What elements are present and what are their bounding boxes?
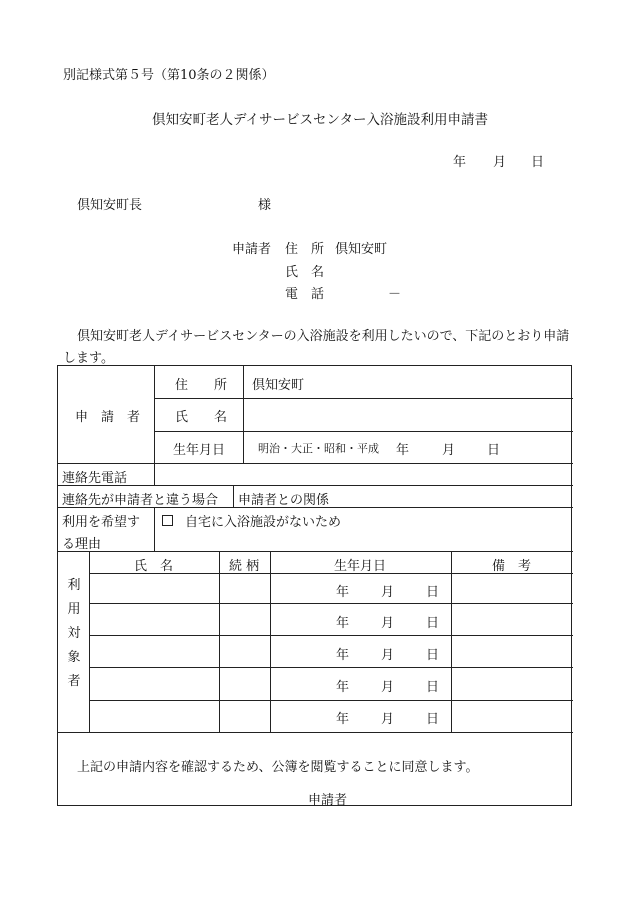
- row-year: 年: [336, 712, 350, 727]
- page-title: 倶知安町老人デイサービスセンター入浴施設利用申請書: [152, 112, 489, 128]
- table-name-label: 氏 名: [175, 410, 228, 425]
- birth-year-label: 年: [396, 443, 410, 458]
- applicant-address-label: 住 所: [285, 242, 325, 257]
- consent-text: 上記の申請内容を確認するため、公簿を閲覧することに同意します。: [77, 760, 479, 775]
- contact-phone-field[interactable]: [155, 464, 572, 484]
- divider: [154, 507, 155, 551]
- row-month: 月: [381, 712, 395, 727]
- divider: [58, 485, 573, 486]
- birth-month-label: 月: [442, 443, 456, 458]
- row-day: 日: [426, 648, 440, 663]
- divider: [154, 366, 155, 463]
- row-day: 日: [426, 712, 440, 727]
- row-year: 年: [336, 680, 350, 695]
- row-day: 日: [426, 680, 440, 695]
- reason-option-label: 自宅に入浴施設がないため: [185, 515, 342, 530]
- divider: [451, 551, 452, 732]
- table-applicant-label: 申 請 者: [75, 410, 141, 425]
- table-address-label: 住 所: [175, 378, 228, 393]
- divider: [243, 366, 244, 463]
- contact-phone-label: 連絡先電話: [62, 471, 128, 486]
- intro-line-2: します。: [63, 351, 114, 366]
- divider: [89, 700, 573, 701]
- divider: [89, 667, 573, 668]
- users-label-char: 者: [67, 674, 81, 689]
- users-label-char: 象: [67, 650, 81, 665]
- reason-label-line-1: 利用を希望す: [62, 515, 141, 530]
- divider: [58, 732, 573, 733]
- contact-other-label: 連絡先が申請者と違う場合: [62, 493, 219, 508]
- consent-signer-label: 申請者: [308, 793, 348, 808]
- users-header-notes: 備 考: [492, 559, 532, 574]
- applicant-address-value[interactable]: 倶知安町: [335, 242, 388, 257]
- divider: [270, 551, 271, 732]
- date-month-label: 月: [493, 155, 507, 170]
- divider: [89, 551, 90, 732]
- addressee-honorific: 様: [258, 198, 272, 213]
- application-table: [57, 365, 572, 806]
- phone-separator: －: [388, 287, 402, 302]
- applicant-label: 申請者: [232, 242, 272, 257]
- intro-line-1: 倶知安町老人デイサービスセンターの入浴施設を利用したいので、下記のとおり申請: [77, 329, 570, 344]
- divider: [58, 551, 573, 552]
- date-day-label: 日: [531, 155, 545, 170]
- date-year-label: 年: [453, 155, 467, 170]
- row-day: 日: [426, 616, 440, 631]
- users-label-char: 用: [67, 602, 81, 617]
- addressee-name: 倶知安町長: [77, 198, 143, 213]
- birth-day-label: 日: [487, 443, 501, 458]
- table-address-value[interactable]: 倶知安町: [252, 378, 305, 393]
- divider: [233, 485, 234, 507]
- relation-label: 申請者との関係: [238, 493, 330, 508]
- users-header-name: 氏 名: [134, 559, 174, 574]
- divider: [89, 635, 573, 636]
- row-month: 月: [381, 680, 395, 695]
- divider: [219, 551, 220, 732]
- row-year: 年: [336, 616, 350, 631]
- row-month: 月: [381, 648, 395, 663]
- era-options[interactable]: 明治・大正・昭和・平成: [258, 442, 379, 455]
- users-header-birth: 生年月日: [334, 559, 387, 574]
- row-year: 年: [336, 648, 350, 663]
- table-birth-label: 生年月日: [173, 443, 226, 458]
- form-number: 別記様式第５号（第10条の２関係）: [63, 68, 275, 83]
- applicant-phone-label: 電 話: [285, 287, 325, 302]
- users-label: [66, 574, 82, 694]
- divider: [154, 431, 573, 432]
- table-name-field[interactable]: [250, 399, 572, 430]
- applicant-name-label: 氏 名: [285, 265, 325, 280]
- row-month: 月: [381, 616, 395, 631]
- users-label-char: 対: [67, 626, 81, 641]
- users-header-relation: 続 柄: [229, 559, 260, 574]
- row-day: 日: [426, 585, 440, 600]
- row-month: 月: [381, 585, 395, 600]
- reason-label-line-2: る理由: [62, 537, 102, 552]
- users-label-char: 利: [67, 578, 81, 593]
- divider: [89, 603, 573, 604]
- row-year: 年: [336, 585, 350, 600]
- reason-checkbox[interactable]: [162, 515, 173, 526]
